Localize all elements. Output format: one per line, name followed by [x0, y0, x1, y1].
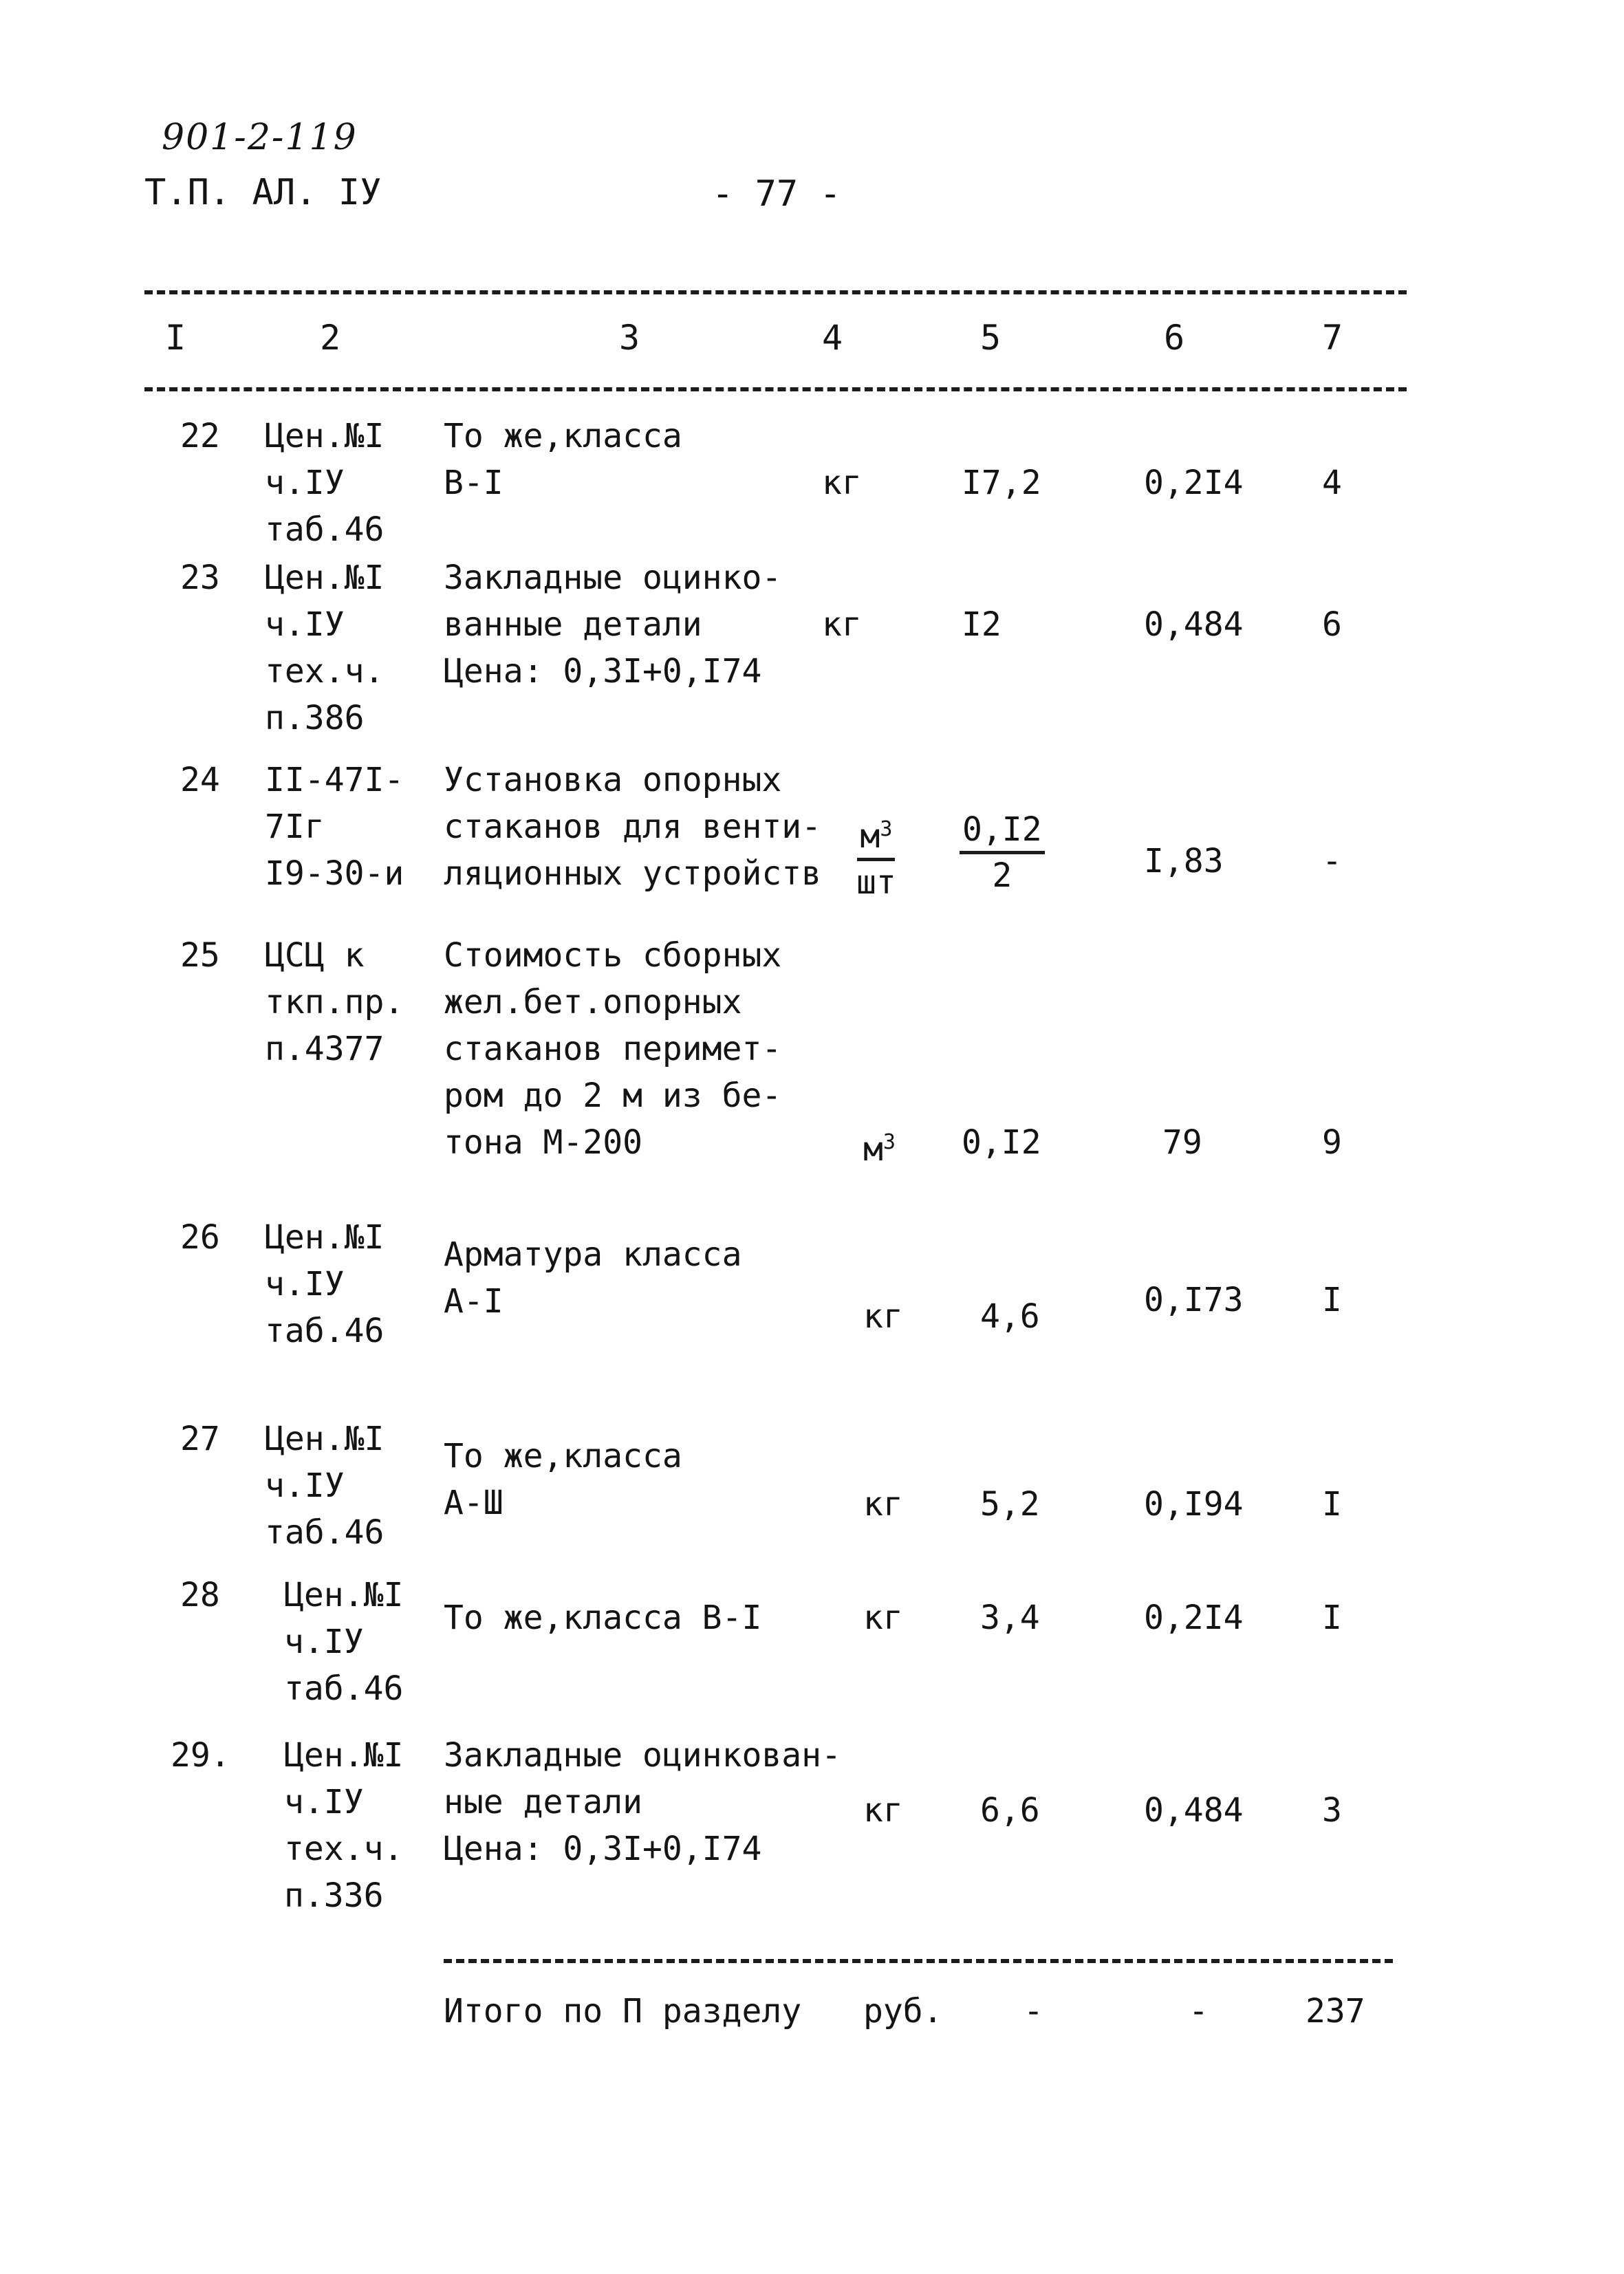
item-description: Арматура класса А-I: [444, 1235, 742, 1321]
col-header-5: 5: [980, 318, 1002, 358]
quantity-numerator: 0,I2: [960, 808, 1045, 854]
price-reference: ЦСЦ к ткп.пр. п.4377: [265, 936, 404, 1068]
unit-fraction: [856, 808, 896, 904]
total-quantity: -: [1024, 1992, 1043, 2031]
quantity-fraction: [960, 808, 1045, 897]
total-cost: -: [1322, 842, 1342, 880]
unit-price: 0,I73: [1144, 1281, 1244, 1319]
unit-price: 0,2I4: [1144, 464, 1244, 502]
quantity: 0,I2: [962, 1123, 1041, 1162]
item-description: То же,класса В-I: [444, 417, 682, 502]
quantity: 6,6: [980, 1791, 1040, 1830]
row-number: 23: [180, 559, 220, 597]
row-number: 29.: [171, 1736, 230, 1775]
unit-price: 0,2I4: [1144, 1599, 1244, 1637]
row-number: 26: [180, 1218, 220, 1257]
col-header-1: I: [165, 318, 186, 358]
unit-price: I,83: [1144, 842, 1224, 880]
row-number: 25: [180, 936, 220, 975]
total-cost: 9: [1322, 1123, 1342, 1162]
total-unit: руб.: [863, 1992, 943, 2031]
unit: кг: [863, 1485, 903, 1524]
unit: кг: [822, 605, 862, 644]
unit: кг: [863, 1599, 903, 1637]
row-number: 27: [180, 1420, 220, 1458]
page-number: - 77 -: [712, 173, 841, 215]
price-reference: Цен.№I ч.IУ таб.46: [265, 1420, 385, 1552]
price-reference: Цен.№I ч.IУ таб.46: [265, 417, 385, 549]
price-reference: Цен.№I ч.IУ тех.ч. п.386: [265, 559, 385, 737]
quantity: 4,6: [980, 1297, 1040, 1336]
col-header-6: 6: [1164, 318, 1185, 358]
unit-denominator: шт: [856, 863, 896, 902]
price-reference: Цен.№I ч.IУ тех.ч. п.336: [284, 1736, 404, 1915]
total-cost: 3: [1322, 1791, 1342, 1830]
item-description: Закладные оцинко- ванные детали Цена: 0,3I+0,I74: [444, 559, 782, 691]
header-bottom-rule: [144, 387, 1407, 391]
quantity: I2: [962, 605, 1002, 644]
unit: кг: [863, 1791, 903, 1830]
item-description: Установка опорных стаканов для венти- ляционных устройств: [444, 761, 822, 893]
price-reference: Цен.№I ч.IУ таб.46: [284, 1576, 404, 1708]
price-reference: II-47I- 7Iг I9-30-и: [265, 761, 404, 893]
unit-price: 0,I94: [1144, 1485, 1244, 1524]
quantity: 5,2: [980, 1485, 1040, 1524]
col-header-2: 2: [320, 318, 341, 358]
quantity: 3,4: [980, 1599, 1040, 1637]
section-total: 237: [1306, 1992, 1365, 2031]
total-label: Итого по П разделу: [444, 1992, 802, 2031]
col-header-7: 7: [1322, 318, 1343, 358]
item-description: То же,класса А-Ш: [444, 1437, 682, 1522]
unit-price: 0,484: [1144, 1791, 1244, 1830]
header-top-rule: [144, 290, 1407, 294]
unit: кг: [863, 1297, 903, 1336]
item-description: То же,класса В-I: [444, 1599, 762, 1637]
total-cost: I: [1322, 1599, 1342, 1637]
total-cost: I: [1322, 1281, 1342, 1319]
total-rule: [444, 1959, 1393, 1963]
document-code: Т.П. АЛ. IУ: [144, 172, 382, 213]
unit-price: 0,484: [1144, 605, 1244, 644]
unit: кг: [822, 464, 862, 502]
row-number: 24: [180, 761, 220, 799]
price-reference: Цен.№I ч.IУ таб.46: [265, 1218, 385, 1350]
quantity: I7,2: [962, 464, 1041, 502]
unit: $м^3$: [863, 1130, 896, 1169]
total-price: -: [1189, 1992, 1209, 2031]
row-number: 22: [180, 417, 220, 455]
item-description: Закладные оцинкован- ные детали Цена: 0,3I+0,I74: [444, 1736, 841, 1868]
quantity-denominator: 2: [992, 856, 1013, 895]
handwritten-code: 901-2-119: [162, 117, 358, 158]
total-cost: 6: [1322, 605, 1342, 644]
unit-numerator: $м^3$: [857, 808, 895, 861]
row-number: 28: [180, 1576, 220, 1614]
total-cost: 4: [1322, 464, 1342, 502]
col-header-4: 4: [822, 318, 843, 358]
total-cost: I: [1322, 1485, 1342, 1524]
unit-price: 79: [1162, 1123, 1202, 1162]
col-header-3: 3: [619, 318, 640, 358]
item-description: Стоимость сборных жел.бет.опорных стаканов перимет- ром до 2 м из бе- тона М-200: [444, 936, 782, 1162]
